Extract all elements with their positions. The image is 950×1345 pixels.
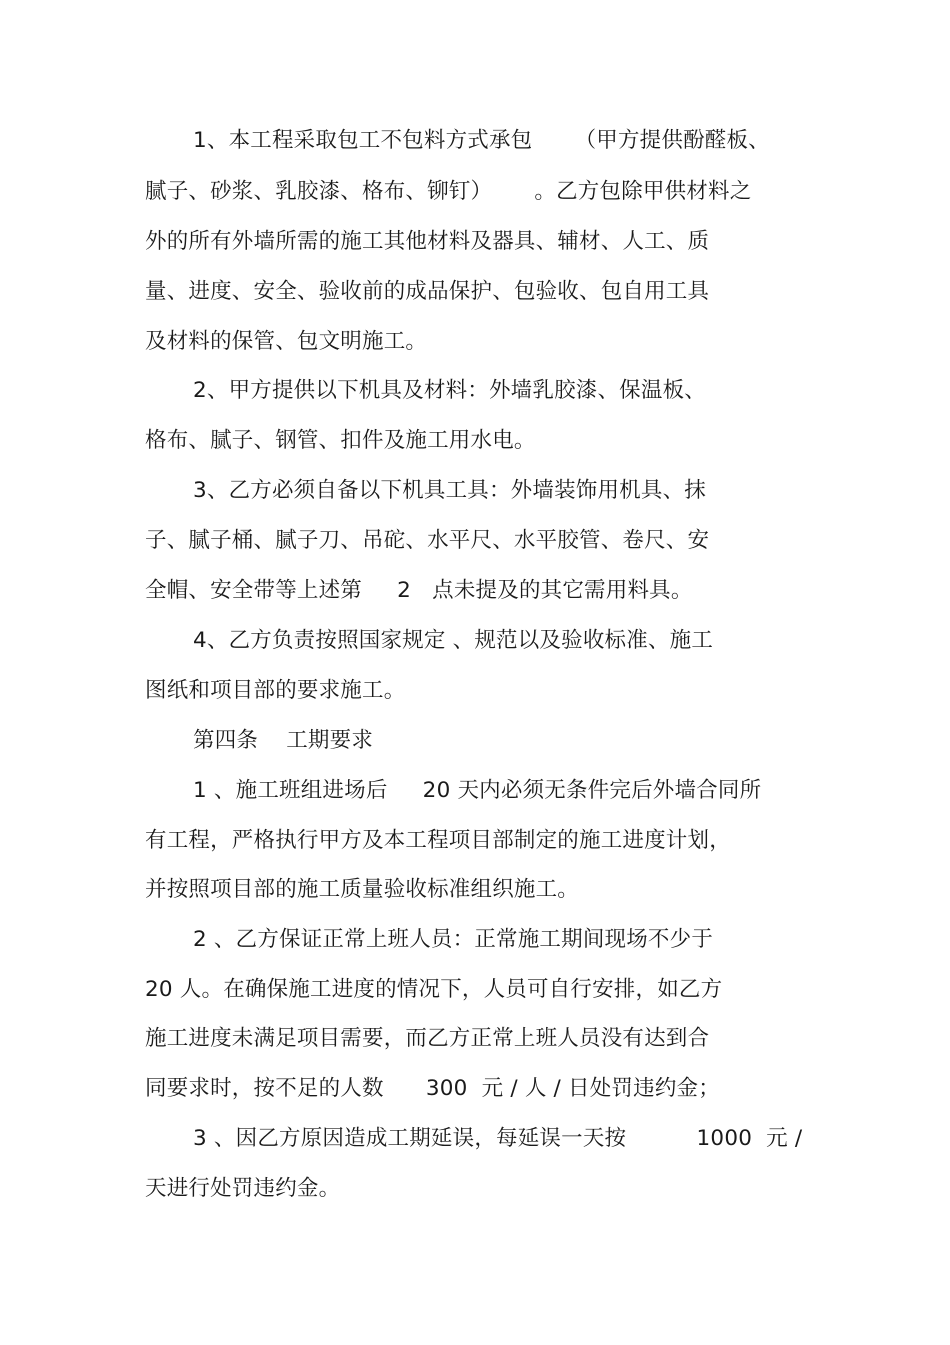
text-line: 1 、施工班组进场后 20 天内必须无条件完后外墙合同所 — [193, 778, 762, 803]
text-line: 外的所有外墙所需的施工其他材料及器具、辅材、人工、质 — [145, 229, 710, 254]
text-line: 2、甲方提供以下机具及材料：外墙乳胶漆、保温板、 — [193, 378, 706, 403]
text-line: 有工程，严格执行甲方及本工程项目部制定的施工进度计划， — [145, 828, 731, 853]
text-line: 腻子、砂浆、乳胶漆、格布、铆钉） 。乙方包除甲供材料之 — [145, 179, 752, 204]
text-line: 格布、腻子、钢管、扣件及施工用水电。 — [145, 428, 536, 453]
text-line: 量、进度、安全、验收前的成品保护、包验收、包自用工具 — [145, 279, 710, 304]
text-line: 天进行处罚违约金。 — [145, 1176, 341, 1201]
text-line: 4、乙方负责按照国家规定 、规范以及验收标准、施工 — [193, 628, 714, 653]
text-line: 施工进度未满足项目需要，而乙方正常上班人员没有达到合 — [145, 1026, 710, 1051]
text-line: 20 人。在确保施工进度的情况下，人员可自行安排，如乙方 — [145, 977, 723, 1002]
text-line: 2 、乙方保证正常上班人员：正常施工期间现场不少于 — [193, 927, 714, 952]
text-line: 3、乙方必须自备以下机具工具：外墙装饰用机具、抹 — [193, 478, 706, 503]
text-line: 及材料的保管、包文明施工。 — [145, 329, 428, 354]
text-line: 并按照项目部的施工质量验收标准组织施工。 — [145, 877, 580, 902]
text-line: 3 、因乙方原因造成工期延误，每延误一天按 1000 元 / — [193, 1126, 803, 1151]
section-heading: 第四条 工期要求 — [193, 728, 374, 753]
text-line: 子、腻子桶、腻子刀、吊砣、水平尺、水平胶管、卷尺、安 — [145, 528, 710, 553]
text-line: 1、本工程采取包工不包料方式承包 （甲方提供酚醛板、 — [193, 128, 770, 153]
text-line: 图纸和项目部的要求施工。 — [145, 678, 406, 703]
text-line: 同要求时，按不足的人数 300 元 / 人 / 日处罚违约金； — [145, 1076, 720, 1101]
text-line: 全帽、安全带等上述第 2 点未提及的其它需用料具。 — [145, 578, 693, 603]
